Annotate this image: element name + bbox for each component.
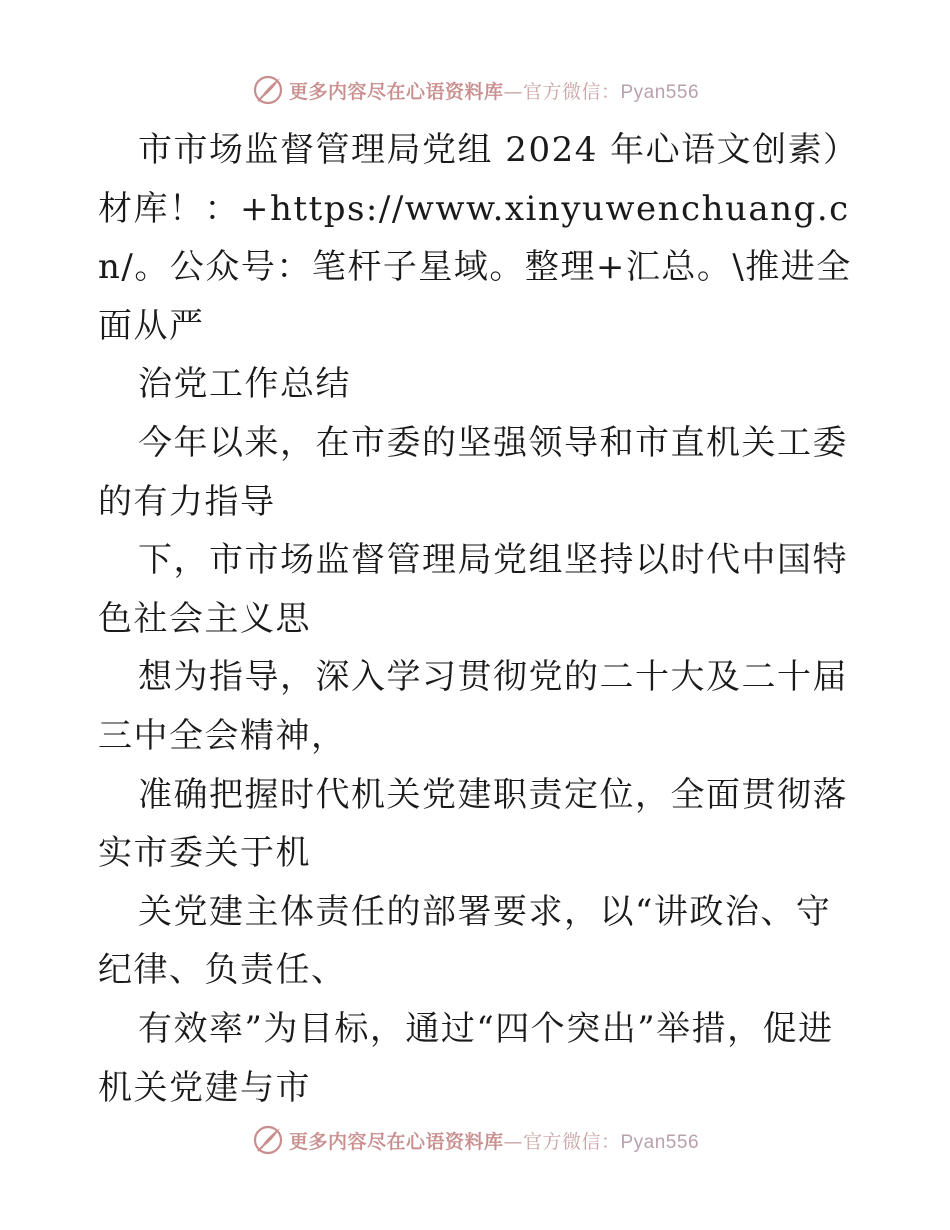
quill-pen-circle-icon [251, 1123, 285, 1157]
watermark-wechat-label: 官方微信： [522, 80, 621, 103]
document-paragraph: 治党工作总结 [138, 364, 351, 405]
watermark-wechat-label: 官方微信： [522, 1130, 621, 1153]
quill-pen-circle-icon [251, 73, 285, 107]
watermark-banner-top [0, 70, 950, 110]
watermark-text [289, 1127, 699, 1154]
watermark-brand: 更多内容尽在心语资料库 [288, 1130, 504, 1153]
watermark-brand: 更多内容尽在心语资料库 [288, 80, 504, 103]
document-paragraph: 市市场监督管理局党组 2024 年心语文创素）材库！：+https://www.xinyuwenchuang.cn/。公众号：笔杆子星域。整理+汇总。\推进全面从严 [98, 130, 852, 346]
document-paragraph: 今年以来，在市委的坚强领导和市直机关工委的有力指导 [98, 422, 848, 522]
document-paragraph: 有效率”为目标，通过“四个突出”举措，促进机关党建与市 [98, 1008, 834, 1108]
document-paragraph: 下，市市场监督管理局党组坚持以时代中国特色社会主义思 [98, 540, 848, 639]
document-paragraph: 准确把握时代机关党建职责定位，全面贯彻落实市委关于机 [98, 774, 848, 874]
watermark-wechat-id: Pyan556 [620, 81, 700, 103]
watermark-text [289, 77, 699, 104]
document-body [98, 121, 858, 1117]
document-paragraph: 关党建主体责任的部署要求，以“讲政治、守纪律、负责任、 [98, 891, 832, 991]
document-paragraph: 想为指导，深入学习贯彻党的二十大及二十届三中全会精神， [98, 657, 848, 756]
watermark-separator: — [503, 80, 523, 103]
watermark-separator: — [503, 1130, 523, 1153]
watermark-wechat-id: Pyan556 [620, 1131, 700, 1153]
watermark-banner-bottom [0, 1120, 950, 1160]
